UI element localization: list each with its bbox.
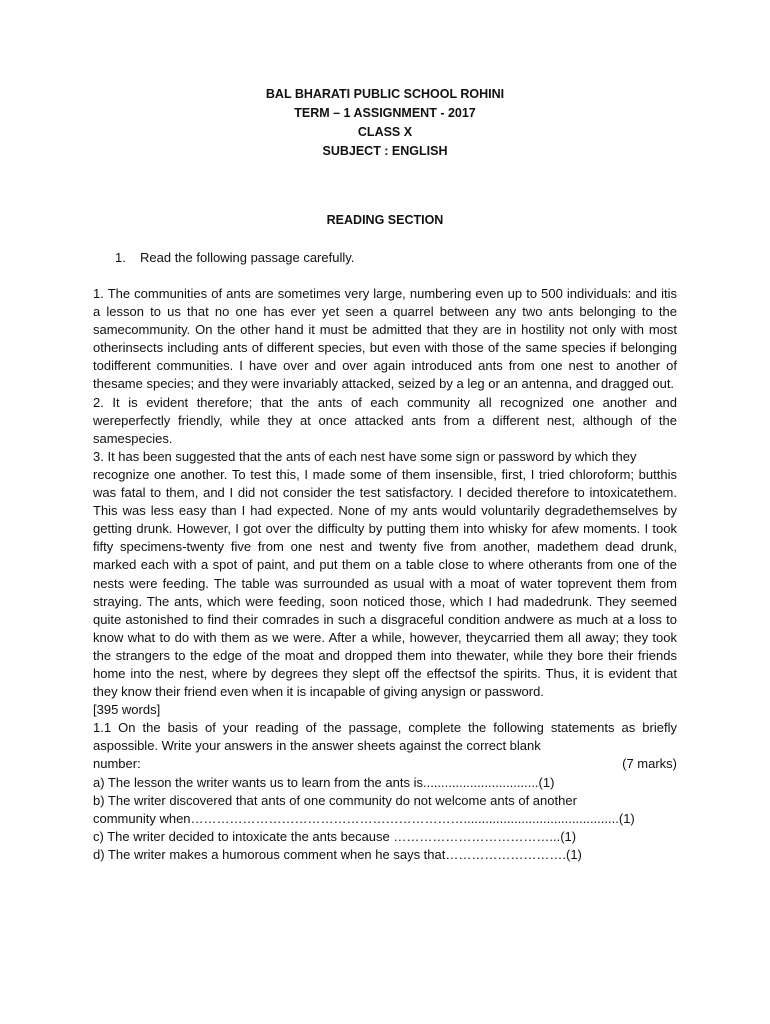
question-item-c: c) The writer decided to intoxicate the ants because ………………………………... (1) — [93, 828, 577, 844]
section-title: READING SECTION — [326, 213, 444, 227]
number-label: number: — [93, 756, 141, 772]
school-name: BAL BHARATI PUBLIC SCHOOL ROHINI — [265, 87, 505, 101]
question-intro: 1.1 On the basis of your reading of the passage, complete the following statements as briefly aspossible. Write your answers in the answer sheets against the correct blank — [93, 720, 677, 754]
instruction — [115, 248, 354, 267]
question-item-a: a) The lesson the writer wants us to learn from the ants is................................ (1) — [93, 774, 555, 790]
question-number-row — [93, 755, 677, 773]
question-item-d: d) The writer makes a humorous comment when he says that………………………. (1) — [93, 846, 582, 862]
class-label: CLASS X — [357, 125, 413, 139]
subject-label: SUBJECT : ENGLISH — [322, 144, 448, 158]
document-header — [0, 85, 770, 161]
passage-paragraph-3-intro: 3. It has been suggested that the ants of each nest have some sign or password by which they — [93, 448, 637, 464]
passage-paragraph-3-body: recognize one another. To test this, I made some of them insensible, first, I tried chloroform; butthis was fatal to them, and I did not consider the test satisfactory. I decided therefore to intoxicatethem. This was less easy than I had expected. None of my ants would voluntarily degradethemselves by getting drunk. However, I got over the difficulty by putting them into whisky for afew moments. I took fifty specimens-twenty five from one nest and twenty five from another, madethem dead drunk, marked each with a spot of paint, and put them on a table close to where otherants from one of the nests were feeding. The table was surrounded as usual with a moat of water toprevent them from straying. The ants, which were feeding, soon noticed those, which I had madedrunk. They seemed quite astonished to find their comrades in such a disgraceful condition andwere as much at a loss to know what to do with them as we were. After a while, however, theycarried them all away; they took the strangers to the edge of the moat and dropped them into thewater, while they bore their friends home into the nest, where by degrees they slept off the effectsof the spirits. Thus, it is evident that they know their friend even when it is incapable of giving anysign or password. — [93, 466, 677, 700]
question-item-b-line2: community when………………………………………………………........................................... (1) — [93, 810, 635, 826]
assignment-term: TERM – 1 ASSIGNMENT - 2017 — [294, 106, 476, 120]
passage-paragraph-2: 2. It is evident therefore; that the ants of each community all recognized one another and wereperfectly friendly, while they at once attacked ants from a different nest, although of the samespecies. — [93, 394, 677, 446]
marks-label: (7 marks) — [622, 756, 677, 772]
instruction-number: 1. — [115, 250, 126, 265]
passage-body — [93, 285, 677, 864]
question-item-b-line1: b) The writer discovered that ants of one community do not welcome ants of another — [93, 792, 577, 808]
word-count: [395 words] — [93, 702, 161, 718]
instruction-text: Read the following passage carefully. — [140, 250, 355, 265]
passage-paragraph-1: 1. The communities of ants are sometimes very large, numbering even up to 500 individuals: and itis a lesson to us that no one has ever yet seen a quarrel between any two ants belonging to the samecommunity. On the other hand it must be admitted that they are in hostility not only with most otherinsects including ants of different species, but even with those of the same species if belonging todifferent communities. I have over and over again introduced ants from one nest to another of thesame species; and they were invariably attacked, seized by a leg or an antenna, and dragged out. — [93, 286, 677, 392]
